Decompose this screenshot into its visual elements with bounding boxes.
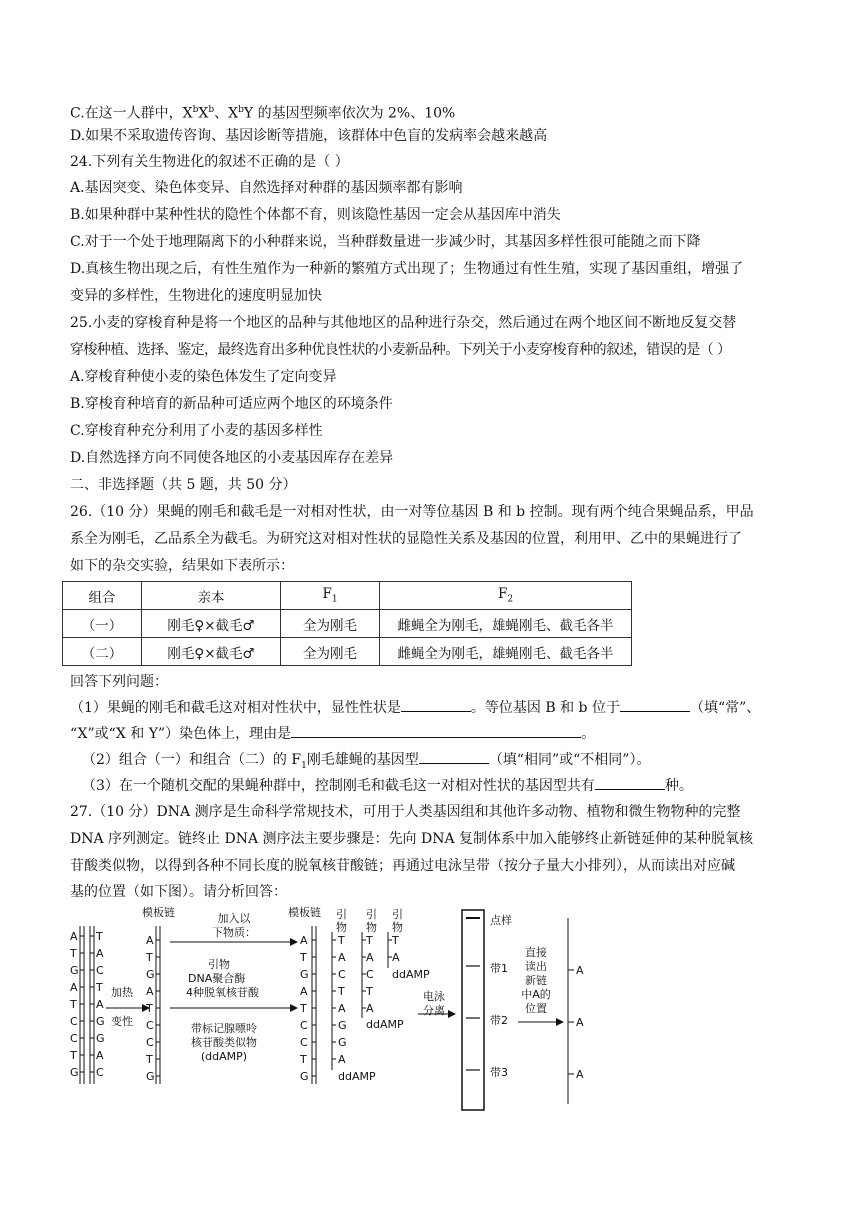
primer-label: 物 xyxy=(366,921,377,934)
double-strand xyxy=(69,926,105,1084)
product-base: G xyxy=(338,1036,347,1049)
answer-blank[interactable] xyxy=(291,723,581,738)
table-header: 亲本 xyxy=(142,582,281,610)
product-base: A xyxy=(338,951,346,964)
read-label: 位置 xyxy=(525,1002,547,1015)
question-27-stem-3: 苷酸类似物，以得到各种不同长度的脱氧核苷酸链；再通过电泳呈带（按分子量大小排列），从而读出对应碱 xyxy=(70,858,735,874)
question-25-stem-cont: 穿梭种植、选择、鉴定，最终选育出多种优良性状的小麦新品种。下列关于小麦穿梭育种的叙述，错误的是（ ） xyxy=(70,342,731,358)
table-cell: 全为刚毛 xyxy=(281,610,380,638)
q26-part3: （3）在一个随机交配的果蝇种群中，控制刚毛和截毛这一对相对性状的基因型共有 种。 xyxy=(82,775,812,796)
ddamp-item-3: (ddAMP) xyxy=(200,1050,248,1063)
sample-label: 点样 xyxy=(490,914,512,927)
template-base: T xyxy=(300,951,307,964)
electro-label-1: 电泳 xyxy=(423,990,445,1003)
heat-label-1: 加热 xyxy=(111,986,133,999)
extension-products xyxy=(288,905,430,1084)
read-label: 新链 xyxy=(525,974,547,987)
read-label: 直接 xyxy=(525,946,547,959)
heat-label-2: 变性 xyxy=(111,1015,133,1028)
gel-lane xyxy=(462,910,512,1110)
template-base: T xyxy=(146,1053,153,1066)
answer-blank[interactable] xyxy=(419,749,489,764)
table-row xyxy=(63,638,632,666)
question-27-stem-4: 基的位置（如下图）。请分析回答： xyxy=(70,884,287,900)
template-base: G xyxy=(70,964,79,977)
product-base: A xyxy=(338,1002,346,1015)
option-24d: D.真核生物出现之后，有性生殖作为一种新的繁殖方式出现了；生物通过有性生殖，实现了基因重组，增强了 xyxy=(70,261,744,277)
dntp-item: 4种脱氧核苷酸 xyxy=(186,986,259,999)
option-25b: B.穿梭育种培育的新品种可适应两个地区的环境条件 xyxy=(70,396,393,412)
question-25-stem: 25.小麦的穿梭育种是将一个地区的品种与其他地区的品种进行杂交，然后通过在两个地区间不断地反复交替 xyxy=(70,315,737,331)
electro-label-2: 分离 xyxy=(423,1004,445,1017)
question-26-stem-3: 如下的杂交实验，结果如下表所示： xyxy=(70,558,294,574)
complement-base: C xyxy=(96,1066,104,1079)
band-label: 带3 xyxy=(490,1066,508,1079)
complement-base: G xyxy=(96,1015,105,1028)
template-label: 模板链 xyxy=(142,906,175,919)
read-arrow xyxy=(518,945,564,1026)
template-base: C xyxy=(300,1019,308,1032)
product-base: T xyxy=(366,934,373,947)
ddamp-item-2: 核苷酸类似物 xyxy=(191,1036,257,1049)
complement-base: T xyxy=(96,930,103,943)
product-base: T xyxy=(338,934,345,947)
product-base: C xyxy=(338,968,346,981)
product-base: T xyxy=(366,985,373,998)
template-base: G xyxy=(146,1070,155,1083)
ddamp-end: ddAMP xyxy=(338,1070,376,1083)
read-label: 读出 xyxy=(525,960,547,973)
band-label: 带2 xyxy=(490,1014,508,1027)
table-header: $F_1$ xyxy=(281,582,380,610)
ddamp-item-1: 带标记腺嘌呤 xyxy=(191,1022,257,1035)
table-header: 组合 xyxy=(63,582,142,610)
section-heading: 二、非选择题（共 5 题，共 50 分） xyxy=(70,477,297,493)
product-base: T xyxy=(392,934,399,947)
product-base: A xyxy=(338,1053,346,1066)
product-base: A xyxy=(392,951,400,964)
answer-blank[interactable] xyxy=(595,775,665,790)
template-base: C xyxy=(70,1015,78,1028)
template-base: G xyxy=(300,968,309,981)
ddamp-end: ddAMP xyxy=(392,968,430,981)
complement-base: A xyxy=(96,947,104,960)
table-header-row xyxy=(63,582,632,610)
primer-item: 引物 xyxy=(208,958,230,971)
q26-part2: （2）组合（一）和组合（二）的 $F_1$刚毛雄蝇的基因型 （填“相同”或“不相同”）。 xyxy=(82,749,812,776)
complement-base: A xyxy=(96,998,104,1011)
table-cell: 刚毛♀×截毛♂ xyxy=(142,638,281,666)
option-24b: B.如果种群中某种性状的隐性个体都不育，则该隐性基因一定会从基因库中消失 xyxy=(70,207,561,223)
question-24-stem: 24.下列有关生物进化的叙述不正确的是（ ） xyxy=(70,154,349,170)
question-27-stem-2: DNA 序列测定。链终止 DNA 测序法主要步骤是：先向 DNA 复制体系中加入能够终止新链延伸的某种脱氧核 xyxy=(70,831,754,847)
primer-label: 物 xyxy=(336,921,347,934)
q26-part1: （1）果蝇的刚毛和截毛这对相对性状中，显性性状是 。等位基因 B 和 b 位于 （填“常”、 xyxy=(70,697,800,718)
polymerase-item: DNA聚合酶 xyxy=(188,972,246,985)
question-27-stem: 27.（10 分）DNA 测序是生命科学常规技术，可用于人类基因组和其他许多动物、植物和微生物物种的完整 xyxy=(70,804,741,820)
complement-base: A xyxy=(96,1049,104,1062)
result-base: A xyxy=(576,1068,584,1081)
add-title-1: 加入以 xyxy=(217,912,251,925)
complement-base: G xyxy=(96,1032,105,1045)
complement-base: T xyxy=(96,981,103,994)
template-base: T xyxy=(70,1049,77,1062)
result-base: A xyxy=(576,964,584,977)
option-25d: D.自然选择方向不同使各地区的小麦基因库存在差异 xyxy=(70,450,394,466)
band-label: 带1 xyxy=(490,962,508,975)
add-materials-arrow xyxy=(170,911,298,1063)
primer-label: 引 xyxy=(366,908,377,921)
table-cell: 雌蝇全为刚毛，雄蝇刚毛、截毛各半 xyxy=(380,610,632,638)
template-base: T xyxy=(70,947,77,960)
product-base: A xyxy=(366,951,374,964)
complement-base: C xyxy=(96,964,104,977)
q26-part1-cont: “X”或“X 和 Y”）染色体上，理由是 。 xyxy=(70,723,800,744)
template-base: C xyxy=(70,1032,78,1045)
table-header: $F_2$ xyxy=(380,582,632,610)
option-23c: C.在这一人群中，$X^bX^b$、$X^bY$ 的基因型频率依次为 2%、10% xyxy=(70,105,456,122)
electrophoresis-arrow xyxy=(418,989,456,1018)
option-23d: D.如果不采取遗传咨询、基因诊断等措施，该群体中色盲的发病率会越来越高 xyxy=(70,128,548,144)
dna-sequencing-figure xyxy=(66,904,606,1114)
option-24c: C.对于一个处于地理隔离下的小种群来说，当种群数量进一步减少时，其基因多样性很可能随之而下降 xyxy=(70,234,701,250)
template-base: T xyxy=(146,951,153,964)
template-base: C xyxy=(146,1019,154,1032)
product-base: C xyxy=(366,968,374,981)
question-26-stem: 26.（10 分）果蝇的刚毛和截毛是一对相对性状，由一对等位基因 B 和 b 控制。现有两个纯合果蝇品系，甲品 xyxy=(70,504,754,520)
ddamp-end: ddAMP xyxy=(366,1018,404,1031)
template-base: A xyxy=(70,981,78,994)
table-cell: 全为刚毛 xyxy=(281,638,380,666)
product-base: A xyxy=(366,1002,374,1015)
table-cell: 雌蝇全为刚毛，雄蝇刚毛、截毛各半 xyxy=(380,638,632,666)
template-base: A xyxy=(300,985,308,998)
option-24d-cont: 变异的多样性，生物进化的速度明显加快 xyxy=(70,288,322,304)
template-base: A xyxy=(146,985,154,998)
primer-label: 物 xyxy=(392,921,403,934)
primer-label: 引 xyxy=(392,908,403,921)
add-title-2: 下物质： xyxy=(212,926,256,939)
table-cell: （一） xyxy=(63,610,142,638)
cross-results-table xyxy=(62,581,632,666)
answer-blank[interactable] xyxy=(620,697,690,712)
heat-arrow xyxy=(106,985,150,1028)
template-base: G xyxy=(146,968,155,981)
template-base: A xyxy=(70,930,78,943)
answer-blank[interactable] xyxy=(401,697,471,712)
q26-intro: 回答下列问题： xyxy=(70,674,168,690)
question-26-stem-2: 系全为刚毛，乙品系全为截毛。为研究这对相对性状的显隐性关系及基因的位置，利用甲、乙中的果蝇进行了 xyxy=(70,531,742,547)
template-base: G xyxy=(70,1066,79,1079)
primer-label: 引 xyxy=(336,908,347,921)
read-result xyxy=(568,918,584,1104)
table-cell: 刚毛♀×截毛♂ xyxy=(142,610,281,638)
table-row xyxy=(63,610,632,638)
product-base: G xyxy=(338,1019,347,1032)
option-25a: A.穿梭育种使小麦的染色体发生了定向变异 xyxy=(70,369,337,385)
table-cell: （二） xyxy=(63,638,142,666)
option-25c: C.穿梭育种充分利用了小麦的基因多样性 xyxy=(70,423,323,439)
read-label: 中A的 xyxy=(521,988,551,1001)
option-24a: A.基因突变、染色体变异、自然选择对种群的基因频率都有影响 xyxy=(70,180,463,196)
result-base: A xyxy=(576,1016,584,1029)
template-base: C xyxy=(146,1036,154,1049)
product-base: T xyxy=(338,985,345,998)
template-base: G xyxy=(300,1070,309,1083)
template-label-2: 模板链 xyxy=(288,906,321,919)
template-base: T xyxy=(300,1053,307,1066)
template-base: C xyxy=(300,1036,308,1049)
template-base: A xyxy=(300,934,308,947)
template-strand xyxy=(142,905,175,1084)
template-base: T xyxy=(146,1002,153,1015)
template-base: T xyxy=(300,1002,307,1015)
template-base: A xyxy=(146,934,154,947)
template-base: T xyxy=(70,998,77,1011)
